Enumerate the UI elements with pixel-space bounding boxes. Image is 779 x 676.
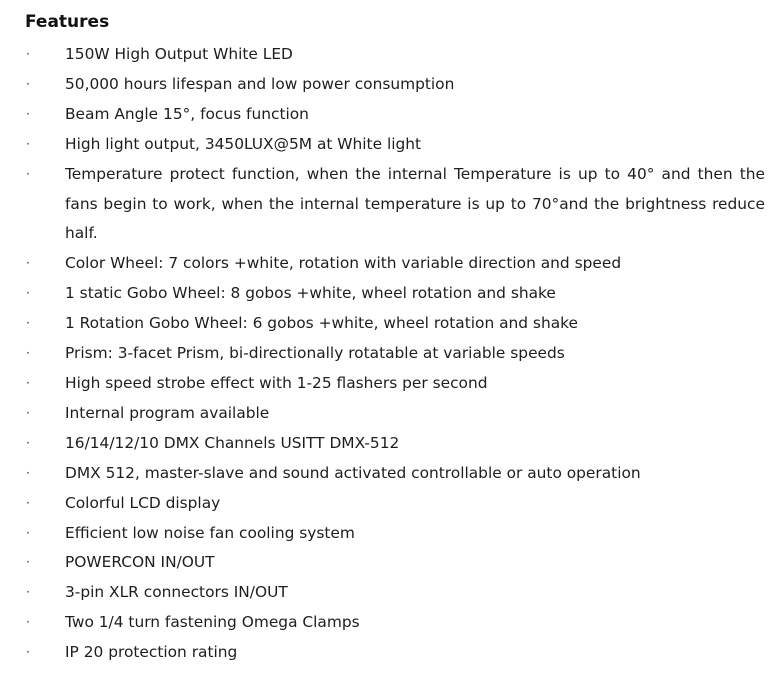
feature-item [0,369,779,399]
feature-text: Color Wheel: 7 colors +white, rotation with variable direction and speed [65,254,622,273]
feature-text: 50,000 hours lifespan and low power consumption [65,74,455,93]
bullet-icon: · [26,136,30,151]
bullet-icon: · [26,615,30,630]
feature-text: POWERCON IN/OUT [65,553,215,572]
feature-item [0,100,779,130]
feature-item [0,249,779,279]
features-list [0,40,779,668]
bullet-icon: · [26,435,30,450]
feature-text: 1 static Gobo Wheel: 8 gobos +white, wheel rotation and shake [65,284,556,303]
feature-item [0,70,779,100]
feature-text: Prism: 3-facet Prism, bi-directionally rotatable at variable speeds [65,344,565,363]
bullet-icon: · [26,76,30,91]
feature-text: High light output, 3450LUX@5M at White light [65,134,422,153]
feature-item [0,309,779,339]
feature-item [0,160,779,250]
bullet-icon: · [26,525,30,540]
feature-item [0,40,779,70]
bullet-icon: · [26,316,30,331]
feature-text: High speed strobe effect with 1-25 flashers per second [65,373,488,392]
feature-text: 150W High Output White LED [65,45,293,63]
feature-item [0,638,779,668]
bullet-icon: · [26,375,30,390]
feature-text: Colorful LCD display [65,493,221,512]
bullet-icon: · [26,645,30,660]
feature-item [0,279,779,309]
bullet-icon: · [26,47,30,61]
feature-text: 1 Rotation Gobo Wheel: 6 gobos +white, wheel rotation and shake [65,314,578,333]
feature-text: Efficient low noise fan cooling system [65,523,355,542]
feature-text: Beam Angle 15°, focus function [65,104,309,123]
feature-item [0,548,779,578]
feature-text: IP 20 protection rating [65,643,238,662]
feature-item [0,339,779,369]
feature-item [0,519,779,549]
feature-text: Temperature protect function, when the internal Temperature is up to 40° and then the fans begin to work, when the internal temperature is up to 70°and the brightness reduce half. [65,164,765,243]
feature-item [0,399,779,429]
bullet-icon: · [26,286,30,301]
feature-item [0,489,779,519]
feature-text: Two 1/4 turn fastening Omega Clamps [65,613,360,632]
bullet-icon: · [26,465,30,480]
feature-text: Internal program available [65,403,270,422]
feature-item [0,578,779,608]
bullet-icon: · [26,256,30,271]
bullet-icon: · [26,405,30,420]
feature-text: DMX 512, master-slave and sound activated controllable or auto operation [65,463,641,482]
feature-item [0,459,779,489]
bullet-icon: · [26,495,30,510]
bullet-icon: · [26,346,30,361]
feature-text: 16/14/12/10 DMX Channels USITT DMX-512 [65,433,400,452]
bullet-icon: · [26,555,30,570]
feature-text: 3-pin XLR connectors IN/OUT [65,583,288,602]
bullet-icon: · [26,585,30,600]
feature-item [0,429,779,459]
features-heading: Features [25,12,110,32]
feature-item [0,130,779,160]
bullet-icon: · [26,166,30,181]
bullet-icon: · [26,106,30,121]
feature-item [0,608,779,638]
